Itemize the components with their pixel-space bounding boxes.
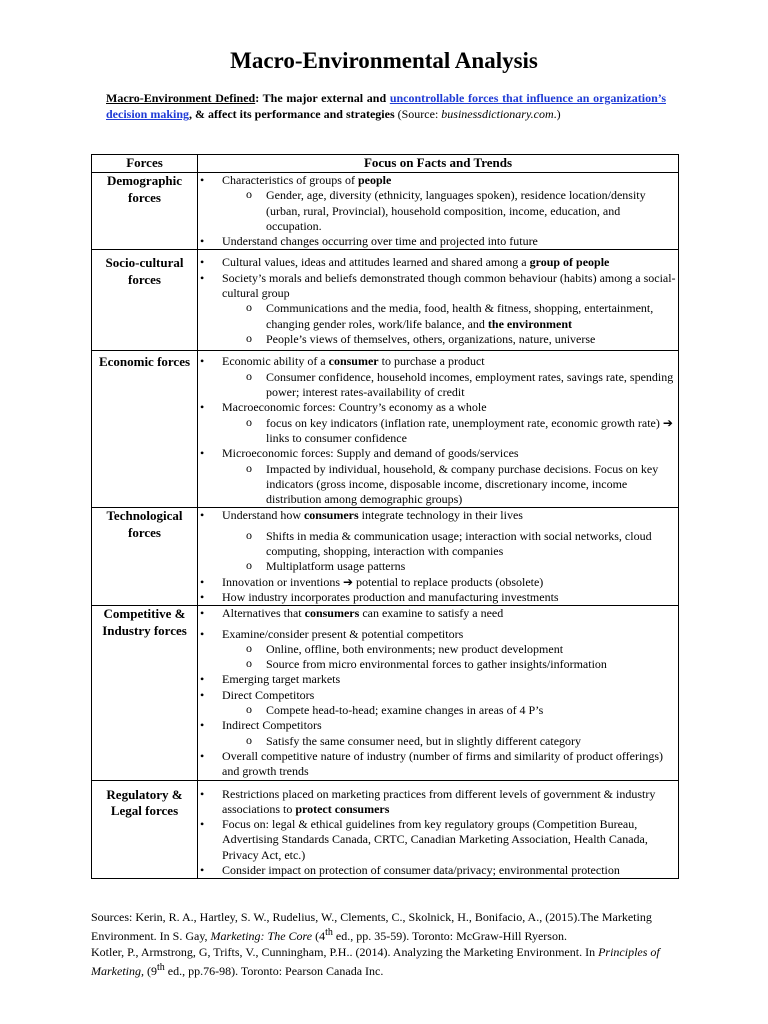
sub-list-item: o People’s views of themselves, others, organizations, nature, universe <box>198 332 678 347</box>
definition-source-suffix: .) <box>553 107 561 121</box>
table-header-row <box>92 155 679 173</box>
header-forces: Forces <box>92 155 198 173</box>
definition-text-3: , & affect its performance and strategies <box>189 107 395 121</box>
sub-list-item: o Source from micro environmental forces to gather insights/information <box>198 657 678 672</box>
uncontrollable-forces-link[interactable]: uncontrollable forces that influence an organization’s <box>389 91 666 105</box>
header-focus: Focus on Facts and Trends <box>198 155 679 173</box>
focus-cell <box>198 351 679 508</box>
list-item: • Emerging target markets <box>198 672 678 687</box>
force-label: Regulatory & Legal forces <box>92 780 198 879</box>
forces-table <box>91 154 679 879</box>
table-row <box>92 508 679 606</box>
sub-list-item: o Shifts in media & communication usage; interaction with social networks, cloud computing, shopping, interaction with companies <box>198 529 678 560</box>
list-item: • Understand changes occurring over time and projected into future <box>198 234 678 249</box>
force-label: Demographic forces <box>92 173 198 250</box>
sub-list-item: o Satisfy the same consumer need, but in slightly different category <box>198 734 678 749</box>
force-label: Technological forces <box>92 508 198 606</box>
list-item: • Macroeconomic forces: Country’s economy as a whole <box>198 400 678 415</box>
list-item: • Overall competitive nature of industry (number of firms and similarity of product offerings) and growth trends <box>198 749 678 780</box>
focus-cell <box>198 780 679 879</box>
table-row <box>92 606 679 780</box>
decision-making-link[interactable]: decision making <box>106 107 190 121</box>
sub-list-item: o Online, offline, both environments; new product development <box>198 642 678 657</box>
definition-source: businessdictionary.com <box>441 107 554 121</box>
source-2: Kotler, P., Armstrong, G, Trifts, V., Cunningham, P.H.. (2014). Analyzing the Marketing Environment. In Principles of Marketing, (9th ed., pp.76-98). Toronto: Pearson Canada Inc. <box>91 944 660 978</box>
list-item: • Society’s morals and beliefs demonstrated though common behaviour (habits) among a social-cultural group <box>198 271 678 302</box>
definition-paragraph <box>106 90 666 122</box>
definition-text-1: : The major external and <box>255 91 390 105</box>
page-title: Macro-Environmental Analysis <box>230 48 538 73</box>
table-row <box>92 351 679 508</box>
sub-list-item: o Communications and the media, food, health & fitness, shopping, entertainment, changing gender roles, work/life balance, and the environment <box>198 301 678 332</box>
definition-source-prefix: (Source: <box>394 107 442 121</box>
focus-cell <box>198 250 679 351</box>
list-item: • Economic ability of a consumer to purchase a product <box>198 354 678 369</box>
source-1: Sources: Kerin, R. A., Hartley, S. W., Rudelius, W., Clements, C., Skolnick, H., Bonifacio, A., (2015).The Marketing Environment. In S. Gay, Marketing: The Core (4th ed., pp. 35-59). Toronto: McGraw-Hill Ryerson. <box>91 910 652 944</box>
list-item: • Innovation or inventions ➔ potential to replace products (obsolete) <box>198 575 678 590</box>
force-label: Socio-cultural forces <box>92 250 198 351</box>
focus-cell <box>198 508 679 606</box>
list-item: • Understand how consumers integrate technology in their lives <box>198 508 678 523</box>
sub-list-item: o Gender, age, diversity (ethnicity, languages spoken), residence location/density (urban, rural, Provincial), household composition, income, education, and occupation. <box>198 188 678 234</box>
list-item: • Consider impact on protection of consumer data/privacy; environmental protection <box>198 863 678 878</box>
table-row <box>92 250 679 351</box>
force-label: Competitive & Industry forces <box>92 606 198 780</box>
list-item: • Focus on: legal & ethical guidelines from key regulatory groups (Competition Bureau, Advertising Standards Canada, CRTC, Canadian Marketing Association, Health Canada, Privacy Act, etc.) <box>198 817 678 863</box>
sub-list-item: o Multiplatform usage patterns <box>198 559 678 574</box>
table-row <box>92 173 679 250</box>
list-item: • Characteristics of groups of people <box>198 173 678 188</box>
list-item: • Restrictions placed on marketing practices from different levels of government & industry associations to protect consumers <box>198 787 678 818</box>
list-item: • Microeconomic forces: Supply and demand of goods/services <box>198 446 678 461</box>
sources-paragraph <box>91 910 681 979</box>
sub-list-item: o Impacted by individual, household, & company purchase decisions. Focus on key indicators (gross income, disposable income, discretionary income, income distribution among demographic groups) <box>198 462 678 508</box>
sub-list-item: o focus on key indicators (inflation rate, unemployment rate, economic growth rate) ➔ links to consumer confidence <box>198 416 678 447</box>
table-row <box>92 780 679 879</box>
force-label: Economic forces <box>92 351 198 508</box>
list-item: • Direct Competitors <box>198 688 678 703</box>
focus-cell <box>198 173 679 250</box>
sub-list-item: o Consumer confidence, household incomes, employment rates, savings rate, spending power; interest rates-availability of credit <box>198 370 678 401</box>
list-item: • Indirect Competitors <box>198 718 678 733</box>
list-item: • Examine/consider present & potential competitors <box>198 627 678 642</box>
list-item: • Alternatives that consumers can examine to satisfy a need <box>198 606 678 621</box>
list-item: • Cultural values, ideas and attitudes learned and shared among a group of people <box>198 255 678 270</box>
definition-label: Macro-Environment Defined <box>106 91 256 105</box>
focus-cell <box>198 606 679 780</box>
list-item: • How industry incorporates production and manufacturing investments <box>198 590 678 605</box>
sub-list-item: o Compete head-to-head; examine changes in areas of 4 P’s <box>198 703 678 718</box>
